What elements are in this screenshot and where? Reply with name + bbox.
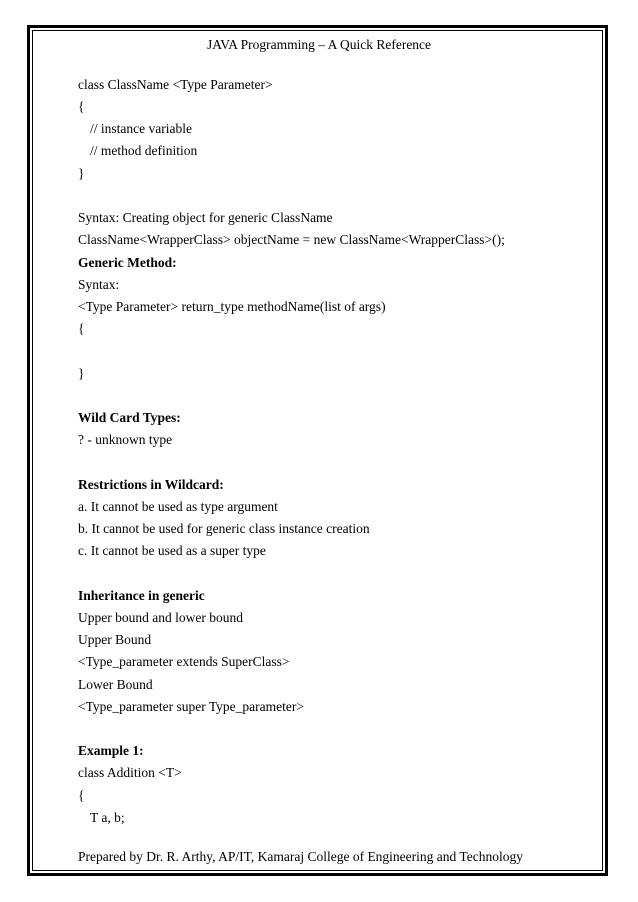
code-line: } [78,366,85,381]
section-heading: Example 1: [78,743,144,758]
code-line: } [78,166,85,181]
code-line: <Type_parameter extends SuperClass> [78,654,290,669]
section-heading: Wild Card Types: [78,410,181,425]
page-header: JAVA Programming – A Quick Reference [206,37,432,52]
code-comment: // instance variable [90,121,192,136]
page-footer: Prepared by Dr. R. Arthy, AP/IT, Kamaraj College of Engineering and Technology [78,849,523,864]
code-line: <Type_parameter super Type_parameter> [78,699,304,714]
list-item: a. It cannot be used as type argument [78,499,278,514]
code-line: { [78,788,85,803]
code-line: T a, b; [90,810,125,825]
text-line: Upper Bound [78,632,152,647]
code-line: class ClassName <Type Parameter> [78,77,273,92]
list-item: b. It cannot be used for generic class instance creation [78,521,370,536]
text-line: Lower Bound [78,677,153,692]
code-line: { [78,321,85,336]
section-heading: Inheritance in generic [78,588,205,603]
code-line: { [78,99,85,114]
code-line: ClassName<WrapperClass> objectName = new ClassName<WrapperClass>(); [78,232,505,247]
text-line: Upper bound and lower bound [78,610,243,625]
text-line: Syntax: [78,277,120,292]
section-heading: Generic Method: [78,255,177,270]
code-line: <Type Parameter> return_type methodName(list of args) [78,299,386,314]
list-item: c. It cannot be used as a super type [78,543,266,558]
text-line: ? - unknown type [78,432,173,447]
code-line: class Addition <T> [78,765,182,780]
code-comment: // method definition [90,143,198,158]
text-line: Syntax: Creating object for generic ClassName [78,210,333,225]
section-heading: Restrictions in Wildcard: [78,477,224,492]
